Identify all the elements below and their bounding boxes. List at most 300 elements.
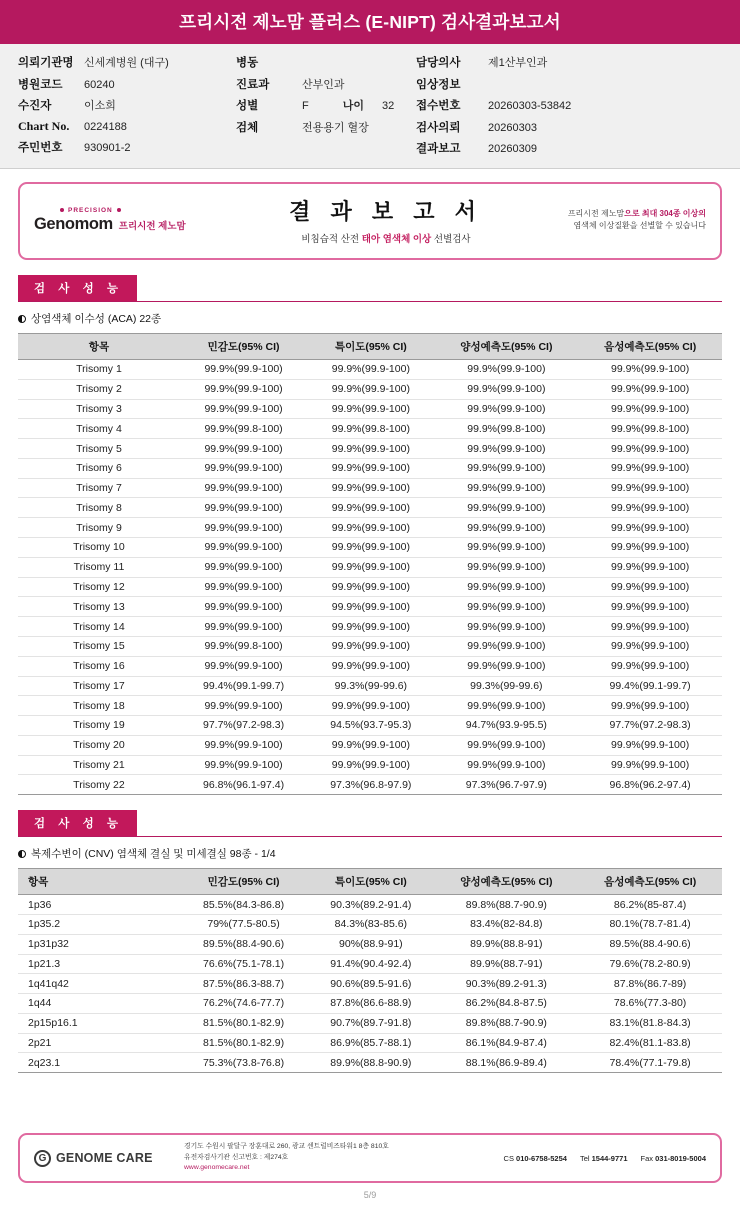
- bullet-dot-icon: [117, 208, 121, 212]
- cell-sensitivity: 76.6%(75.1-78.1): [180, 954, 307, 974]
- cell-sensitivity: 87.5%(86.3-88.7): [180, 974, 307, 994]
- info-row: [416, 54, 706, 70]
- cell-specificity: 99.9%(99.9-100): [307, 379, 434, 399]
- table-row: [18, 617, 722, 637]
- cell-item: 2p21: [18, 1033, 180, 1053]
- cell-sensitivity: 99.9%(99.9-100): [180, 439, 307, 459]
- report-subheading-post: 선별검사: [431, 234, 471, 245]
- footer-fax-label: Fax: [640, 1153, 654, 1163]
- report-heading: 결 과 보 고 서: [289, 199, 483, 224]
- table-row: [18, 399, 722, 419]
- cell-ppv: 89.9%(88.8-91): [435, 934, 579, 954]
- cell-specificity: 90.3%(89.2-91.4): [307, 895, 434, 915]
- cell-npv: 78.4%(77.1-79.8): [578, 1053, 722, 1073]
- cell-specificity: 99.9%(99.9-100): [307, 557, 434, 577]
- info-value: 신세계병원 (대구): [84, 57, 169, 69]
- report-note-brand: 프리시전 제노맘: [567, 209, 625, 218]
- cell-item: 2q23.1: [18, 1053, 180, 1073]
- cell-npv: 80.1%(78.7-81.4): [578, 914, 722, 934]
- cell-sensitivity: 99.9%(99.9-100): [180, 656, 307, 676]
- table-row: [18, 1013, 722, 1033]
- section-tag-label: 검 사 성 능: [18, 275, 137, 301]
- cell-npv: 99.9%(99.9-100): [578, 597, 722, 617]
- info-value: 산부인과: [302, 78, 345, 91]
- info-value: 20260303: [488, 121, 537, 134]
- cell-specificity: 90%(88.9-91): [307, 934, 434, 954]
- table-row: [18, 360, 722, 380]
- cell-npv: 96.8%(96.2-97.4): [578, 775, 722, 795]
- table-header-row: [18, 334, 722, 360]
- cell-specificity: 90.6%(89.5-91.6): [307, 974, 434, 994]
- table-row: [18, 478, 722, 498]
- section-aca: [18, 275, 722, 795]
- cell-sensitivity: 85.5%(84.3-86.8): [180, 895, 307, 915]
- cell-specificity: 84.3%(83-85.6): [307, 914, 434, 934]
- table-row: [18, 735, 722, 755]
- info-row: [18, 97, 236, 113]
- table-row: [18, 636, 722, 656]
- cell-ppv: 99.9%(99.8-100): [435, 419, 579, 439]
- footer-cs: [504, 1154, 567, 1163]
- table-row: [18, 458, 722, 478]
- cell-specificity: 94.5%(93.7-95.3): [307, 716, 434, 736]
- genome-care-name: GENOME CARE: [56, 1151, 153, 1165]
- cell-sensitivity: 75.3%(73.8-76.8): [180, 1053, 307, 1073]
- cell-npv: 79.6%(78.2-80.9): [578, 954, 722, 974]
- cell-specificity: 99.9%(99.9-100): [307, 478, 434, 498]
- cell-specificity: 99.9%(99.9-100): [307, 636, 434, 656]
- cell-ppv: 99.9%(99.9-100): [435, 636, 579, 656]
- footer-fax-value: 031-8019-5004: [655, 1153, 706, 1163]
- cell-ppv: 99.9%(99.9-100): [435, 538, 579, 558]
- table-row: [18, 1033, 722, 1053]
- cell-item: Trisomy 13: [18, 597, 180, 617]
- cell-item: 1p31p32: [18, 934, 180, 954]
- cell-npv: 99.9%(99.9-100): [578, 439, 722, 459]
- brand-main-line: [34, 215, 244, 234]
- report-footer: [18, 1133, 722, 1183]
- performance-table-cnv: [18, 868, 722, 1073]
- patient-info-block: [0, 44, 740, 169]
- cell-item: 1q44: [18, 994, 180, 1014]
- cell-ppv: 99.9%(99.9-100): [435, 656, 579, 676]
- cell-npv: 99.9%(99.9-100): [578, 498, 722, 518]
- performance-table-aca: [18, 333, 722, 795]
- info-label: 수진자: [18, 100, 52, 112]
- cell-sensitivity: 79%(77.5-80.5): [180, 914, 307, 934]
- table-row: [18, 775, 722, 795]
- table-row: [18, 676, 722, 696]
- footer-address-block: [184, 1142, 504, 1174]
- cell-specificity: 86.9%(85.7-88.1): [307, 1033, 434, 1053]
- cell-item: Trisomy 6: [18, 458, 180, 478]
- patient-info-column-2: [236, 54, 416, 156]
- cell-ppv: 99.9%(99.9-100): [435, 577, 579, 597]
- info-label: 접수번호: [416, 100, 461, 112]
- cell-item: Trisomy 21: [18, 755, 180, 775]
- cell-ppv: 99.9%(99.9-100): [435, 379, 579, 399]
- brand-block: [34, 207, 244, 234]
- info-row: [416, 76, 706, 92]
- cell-specificity: 99.9%(99.9-100): [307, 498, 434, 518]
- info-row: [236, 119, 416, 135]
- report-note-highlight: 으로 최대 304종 이상의: [624, 209, 706, 218]
- section-header: [18, 275, 722, 302]
- cell-ppv: 86.1%(84.9-87.4): [435, 1033, 579, 1053]
- cell-item: Trisomy 22: [18, 775, 180, 795]
- table-row: [18, 974, 722, 994]
- cell-specificity: 99.3%(99-99.6): [307, 676, 434, 696]
- cell-npv: 99.9%(99.9-100): [578, 617, 722, 637]
- cell-npv: 97.7%(97.2-98.3): [578, 716, 722, 736]
- genome-care-logo: [34, 1150, 184, 1167]
- info-row: [416, 119, 706, 135]
- info-row: [18, 139, 236, 155]
- report-subheading-pre: 비침습적 산전: [301, 234, 362, 245]
- cell-ppv: 99.9%(99.9-100): [435, 755, 579, 775]
- cell-specificity: 99.9%(99.9-100): [307, 597, 434, 617]
- cell-sensitivity: 99.4%(99.1-99.7): [180, 676, 307, 696]
- table-row: [18, 439, 722, 459]
- info-value: 20260309: [488, 143, 537, 155]
- cell-sensitivity: 99.9%(99.8-100): [180, 419, 307, 439]
- info-row-sex-age: [236, 97, 416, 113]
- cell-ppv: 83.4%(82-84.8): [435, 914, 579, 934]
- report-note-block: [528, 208, 706, 232]
- cell-ppv: 97.3%(96.7-97.9): [435, 775, 579, 795]
- info-value: 제1산부인과: [488, 57, 548, 69]
- cell-npv: 86.2%(85-87.4): [578, 895, 722, 915]
- cell-sensitivity: 76.2%(74.6-77.7): [180, 994, 307, 1014]
- report-note-line-2: 염색체 이상질환을 선별할 수 있습니다: [573, 221, 706, 230]
- cell-specificity: 99.9%(99.9-100): [307, 656, 434, 676]
- genomom-logo: Genomom: [34, 214, 113, 233]
- table-row: [18, 994, 722, 1014]
- cell-ppv: 90.3%(89.2-91.3): [435, 974, 579, 994]
- cell-item: 2p15p16.1: [18, 1013, 180, 1033]
- column-header: 민감도(95% CI): [180, 334, 307, 360]
- cell-npv: 99.9%(99.9-100): [578, 538, 722, 558]
- cell-ppv: 99.9%(99.9-100): [435, 597, 579, 617]
- footer-contact-block: [504, 1154, 706, 1163]
- info-value: 이소희: [84, 100, 116, 112]
- info-label: 의뢰기관명: [18, 57, 74, 69]
- cell-sensitivity: 89.5%(88.4-90.6): [180, 934, 307, 954]
- section-subtitle: 복제수변이 (CNV) 염색체 결실 및 미세결실 98종 - 1/4: [31, 848, 276, 861]
- column-header: 음성예측도(95% CI): [578, 869, 722, 895]
- table-row: [18, 498, 722, 518]
- cell-item: Trisomy 15: [18, 636, 180, 656]
- cell-ppv: 94.7%(93.9-95.5): [435, 716, 579, 736]
- cell-sensitivity: 99.9%(99.9-100): [180, 696, 307, 716]
- table-row: [18, 934, 722, 954]
- info-label: 임상정보: [416, 78, 461, 91]
- cell-item: Trisomy 9: [18, 518, 180, 538]
- table-body: [18, 360, 722, 795]
- table-row: [18, 755, 722, 775]
- patient-info-column-1: [18, 54, 236, 156]
- section-subtitle-row: [18, 846, 722, 861]
- cell-sensitivity: 96.8%(96.1-97.4): [180, 775, 307, 795]
- section-subtitle: 상염색체 이수성 (ACA) 22종: [31, 313, 162, 325]
- info-label: 담당의사: [416, 57, 461, 69]
- cell-sensitivity: 99.9%(99.9-100): [180, 538, 307, 558]
- footer-website-link[interactable]: www.genomecare.net: [184, 1164, 250, 1172]
- cell-sensitivity: 99.9%(99.9-100): [180, 735, 307, 755]
- patient-info-column-3: [416, 54, 706, 156]
- column-header: 양성예측도(95% CI): [435, 869, 579, 895]
- cell-specificity: 99.9%(99.8-100): [307, 419, 434, 439]
- page-number: 5/9: [363, 1190, 377, 1200]
- info-label: 주민번호: [18, 142, 63, 154]
- footer-cs-label: CS: [503, 1153, 514, 1163]
- info-row: [18, 119, 236, 134]
- cell-specificity: 99.9%(99.9-100): [307, 755, 434, 775]
- cell-sensitivity: 99.9%(99.9-100): [180, 755, 307, 775]
- cell-item: Trisomy 7: [18, 478, 180, 498]
- report-banner-card: [18, 182, 722, 260]
- cell-ppv: 89.8%(88.7-90.9): [435, 1013, 579, 1033]
- cell-ppv: 89.8%(88.7-90.9): [435, 895, 579, 915]
- cell-npv: 99.9%(99.9-100): [578, 360, 722, 380]
- cell-item: 1p36: [18, 895, 180, 915]
- report-heading-block: [244, 195, 528, 245]
- cell-sensitivity: 99.9%(99.9-100): [180, 617, 307, 637]
- cell-sensitivity: 99.9%(99.9-100): [180, 557, 307, 577]
- cell-npv: 99.9%(99.9-100): [578, 557, 722, 577]
- section-subtitle-row: [18, 311, 722, 326]
- info-value: 0224188: [84, 120, 127, 133]
- footer-tel-label: Tel: [579, 1153, 590, 1163]
- cell-specificity: 99.9%(99.9-100): [307, 518, 434, 538]
- brand-precision-line: [60, 207, 244, 214]
- table-row: [18, 577, 722, 597]
- cell-sensitivity: 99.9%(99.9-100): [180, 399, 307, 419]
- info-label: Chart No.: [18, 118, 70, 133]
- report-subheading-highlight: 태아 염색체 이상: [361, 234, 432, 245]
- cell-npv: 99.9%(99.9-100): [578, 755, 722, 775]
- cell-npv: 99.9%(99.9-100): [578, 379, 722, 399]
- info-row: [416, 97, 706, 113]
- page-title: 프리시전 제노맘 플러스 (E-NIPT) 검사결과보고서: [179, 12, 561, 32]
- cell-item: Trisomy 17: [18, 676, 180, 696]
- info-row: [236, 76, 416, 92]
- section-tag-label: 검 사 성 능: [18, 810, 137, 836]
- cell-sensitivity: 99.9%(99.9-100): [180, 597, 307, 617]
- cell-specificity: 99.9%(99.9-100): [307, 617, 434, 637]
- cell-sensitivity: 99.9%(99.9-100): [180, 478, 307, 498]
- cell-specificity: 91.4%(90.4-92.4): [307, 954, 434, 974]
- info-value: 60240: [84, 78, 115, 91]
- table-row: [18, 557, 722, 577]
- column-header: 민감도(95% CI): [180, 869, 307, 895]
- report-title-bar: [0, 0, 740, 44]
- cell-item: 1p35.2: [18, 914, 180, 934]
- footer-tel-value: 1544-9771: [591, 1153, 628, 1163]
- cell-npv: 99.9%(99.9-100): [578, 458, 722, 478]
- column-header: 음성예측도(95% CI): [578, 334, 722, 360]
- info-label: 검체: [236, 121, 259, 134]
- info-row: [18, 76, 236, 92]
- cell-item: Trisomy 5: [18, 439, 180, 459]
- cell-specificity: 99.9%(99.9-100): [307, 696, 434, 716]
- report-subheading: [244, 231, 528, 245]
- cell-ppv: 99.9%(99.9-100): [435, 696, 579, 716]
- table-row: [18, 656, 722, 676]
- footer-cs-value: 010-6758-5254: [516, 1153, 567, 1163]
- cell-specificity: 99.9%(99.9-100): [307, 735, 434, 755]
- cell-item: Trisomy 12: [18, 577, 180, 597]
- cell-npv: 83.1%(81.8-84.3): [578, 1013, 722, 1033]
- table-row: [18, 895, 722, 915]
- info-value: 전용용기 혈장: [302, 121, 369, 134]
- column-header: 특이도(95% CI): [307, 869, 434, 895]
- table-body: [18, 895, 722, 1073]
- cell-ppv: 99.9%(99.9-100): [435, 478, 579, 498]
- info-row: [236, 54, 416, 70]
- cell-item: Trisomy 4: [18, 419, 180, 439]
- cell-npv: 89.5%(88.4-90.6): [578, 934, 722, 954]
- info-row: [416, 140, 706, 156]
- info-value: 930901-2: [84, 142, 131, 154]
- genome-care-mark-icon: G: [34, 1150, 51, 1167]
- info-value-age: 32: [382, 100, 395, 112]
- info-row: [18, 54, 236, 70]
- info-value: F: [302, 100, 309, 112]
- cell-ppv: 86.2%(84.8-87.5): [435, 994, 579, 1014]
- cell-npv: 87.8%(86.7-89): [578, 974, 722, 994]
- cell-npv: 99.9%(99.9-100): [578, 518, 722, 538]
- cell-ppv: 99.9%(99.9-100): [435, 498, 579, 518]
- info-value: 20260303-53842: [488, 100, 572, 112]
- cell-npv: 82.4%(81.1-83.8): [578, 1033, 722, 1053]
- cell-ppv: 99.9%(99.9-100): [435, 617, 579, 637]
- cell-npv: 99.9%(99.9-100): [578, 478, 722, 498]
- cell-item: 1p21.3: [18, 954, 180, 974]
- cell-npv: 99.9%(99.9-100): [578, 636, 722, 656]
- cell-specificity: 99.9%(99.9-100): [307, 439, 434, 459]
- cell-npv: 99.4%(99.1-99.7): [578, 676, 722, 696]
- cell-npv: 99.9%(99.9-100): [578, 577, 722, 597]
- cell-specificity: 99.9%(99.9-100): [307, 360, 434, 380]
- cell-ppv: 88.1%(86.9-89.4): [435, 1053, 579, 1073]
- cell-specificity: 99.9%(99.9-100): [307, 538, 434, 558]
- column-header: 양성예측도(95% CI): [435, 334, 579, 360]
- cell-sensitivity: 99.9%(99.9-100): [180, 518, 307, 538]
- cell-item: Trisomy 20: [18, 735, 180, 755]
- cell-sensitivity: 99.9%(99.8-100): [180, 636, 307, 656]
- cell-item: Trisomy 19: [18, 716, 180, 736]
- cell-item: Trisomy 1: [18, 360, 180, 380]
- cell-item: Trisomy 14: [18, 617, 180, 637]
- info-label: 병원코드: [18, 78, 63, 91]
- cell-sensitivity: 81.5%(80.1-82.9): [180, 1033, 307, 1053]
- cell-item: Trisomy 18: [18, 696, 180, 716]
- cell-specificity: 87.8%(86.6-88.9): [307, 994, 434, 1014]
- cell-sensitivity: 97.7%(97.2-98.3): [180, 716, 307, 736]
- table-row: [18, 597, 722, 617]
- cell-ppv: 99.9%(99.9-100): [435, 399, 579, 419]
- cell-ppv: 99.3%(99-99.6): [435, 676, 579, 696]
- cell-sensitivity: 99.9%(99.9-100): [180, 458, 307, 478]
- table-row: [18, 379, 722, 399]
- cell-ppv: 99.9%(99.9-100): [435, 458, 579, 478]
- cell-sensitivity: 99.9%(99.9-100): [180, 379, 307, 399]
- cell-item: Trisomy 10: [18, 538, 180, 558]
- cell-item: Trisomy 2: [18, 379, 180, 399]
- section-cnv: [18, 810, 722, 1073]
- cell-npv: 99.9%(99.9-100): [578, 656, 722, 676]
- cell-item: Trisomy 11: [18, 557, 180, 577]
- info-label: 검사의뢰: [416, 121, 461, 134]
- info-label-age: 나이: [342, 100, 364, 112]
- column-header: 특이도(95% CI): [307, 334, 434, 360]
- cell-specificity: 99.9%(99.9-100): [307, 577, 434, 597]
- table-row: [18, 419, 722, 439]
- cell-item: Trisomy 8: [18, 498, 180, 518]
- half-circle-bullet-icon: [18, 850, 26, 858]
- half-circle-bullet-icon: [18, 315, 26, 323]
- table-row: [18, 518, 722, 538]
- bullet-dot-icon: [60, 208, 64, 212]
- cell-ppv: 99.9%(99.9-100): [435, 557, 579, 577]
- cell-ppv: 99.9%(99.9-100): [435, 360, 579, 380]
- table-header-row: [18, 869, 722, 895]
- section-header: [18, 810, 722, 837]
- cell-sensitivity: 99.9%(99.9-100): [180, 577, 307, 597]
- cell-item: Trisomy 3: [18, 399, 180, 419]
- cell-npv: 99.9%(99.9-100): [578, 735, 722, 755]
- report-note-line-1: [528, 208, 706, 220]
- table-row: [18, 716, 722, 736]
- info-label: 병동: [236, 57, 259, 69]
- table-row: [18, 914, 722, 934]
- cell-ppv: 99.9%(99.9-100): [435, 735, 579, 755]
- table-row: [18, 954, 722, 974]
- cell-sensitivity: 99.9%(99.9-100): [180, 498, 307, 518]
- cell-sensitivity: 99.9%(99.9-100): [180, 360, 307, 380]
- cell-item: 1q41q42: [18, 974, 180, 994]
- column-header: 항목: [18, 869, 180, 895]
- column-header: 항목: [18, 334, 180, 360]
- footer-address-line-2: 유전자검사기관 신고번호 : 제274호: [184, 1153, 289, 1161]
- cell-specificity: 99.9%(99.9-100): [307, 399, 434, 419]
- cell-specificity: 97.3%(96.8-97.9): [307, 775, 434, 795]
- footer-fax: [641, 1154, 707, 1163]
- cell-ppv: 99.9%(99.9-100): [435, 518, 579, 538]
- cell-specificity: 90.7%(89.7-91.8): [307, 1013, 434, 1033]
- info-label: 진료과: [236, 78, 270, 91]
- cell-item: Trisomy 16: [18, 656, 180, 676]
- table-row: [18, 538, 722, 558]
- cell-npv: 99.9%(99.8-100): [578, 419, 722, 439]
- brand-precision-label: PRECISION: [68, 206, 113, 214]
- cell-npv: 99.9%(99.9-100): [578, 696, 722, 716]
- footer-tel: [580, 1154, 628, 1163]
- footer-address-line-1: 경기도 수원시 팔달구 장훈대로 260, 광교 센트럴비즈타워1 8층 810호: [184, 1143, 389, 1151]
- brand-korean-label: 프리시전 제노맘: [118, 220, 186, 232]
- cell-npv: 99.9%(99.9-100): [578, 399, 722, 419]
- cell-specificity: 99.9%(99.9-100): [307, 458, 434, 478]
- cell-npv: 78.6%(77.3-80): [578, 994, 722, 1014]
- cell-ppv: 89.9%(88.7-91): [435, 954, 579, 974]
- table-row: [18, 1053, 722, 1073]
- cell-ppv: 99.9%(99.9-100): [435, 439, 579, 459]
- table-row: [18, 696, 722, 716]
- cell-sensitivity: 81.5%(80.1-82.9): [180, 1013, 307, 1033]
- info-label: 성별: [236, 100, 259, 112]
- info-label: 결과보고: [416, 143, 461, 155]
